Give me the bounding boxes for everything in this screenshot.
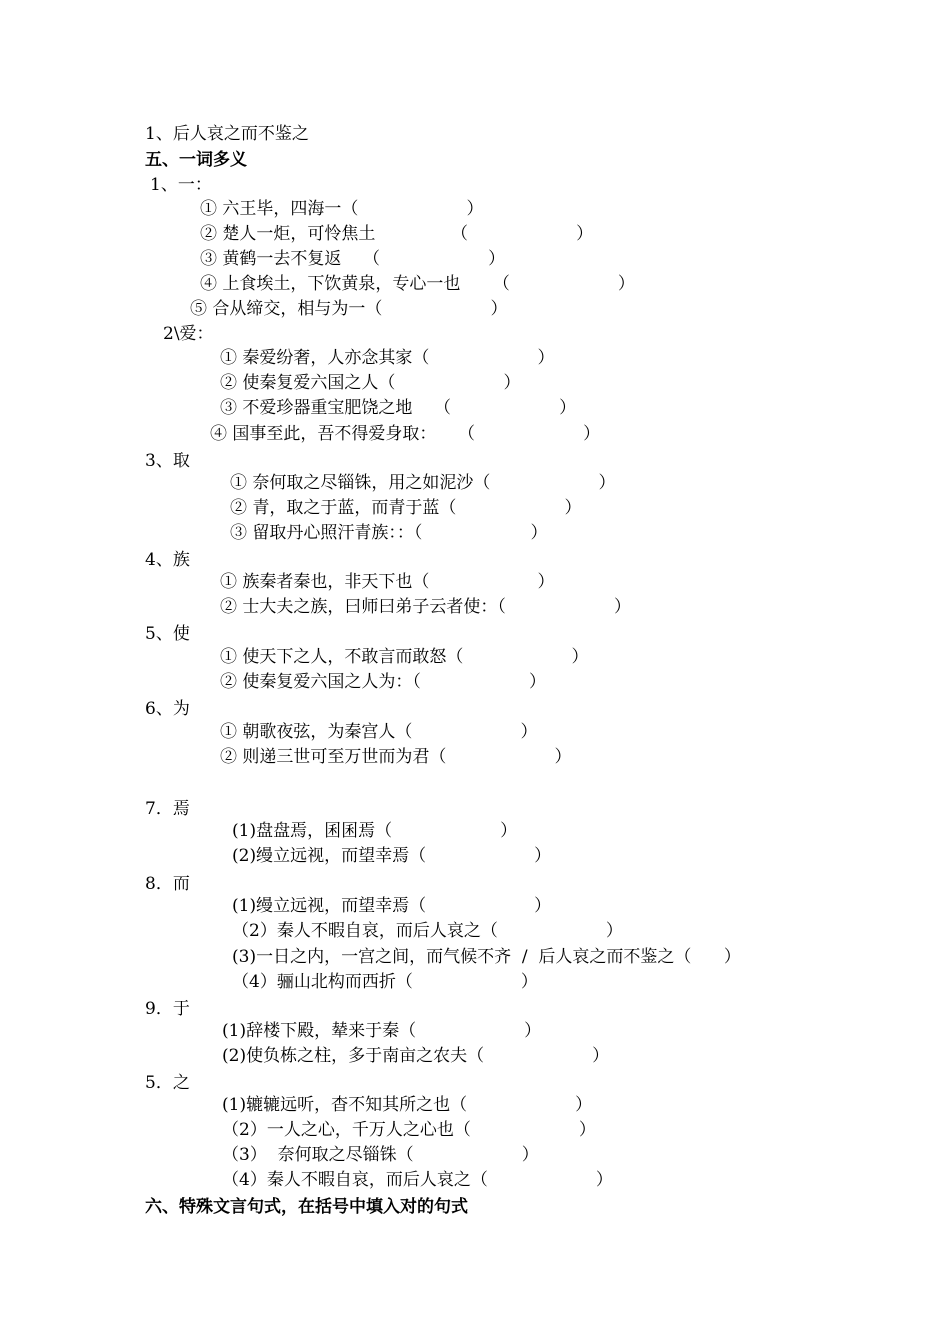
example-line: ① 族秦者秦也，非天下也（ ） — [220, 572, 555, 592]
example-line: ① 朝歌夜弦，为秦宫人（ ） — [220, 722, 538, 742]
word-heading-yi: 1、一： — [150, 175, 212, 195]
example-line: ② 青，取之于蓝，而青于蓝（ ） — [230, 498, 582, 518]
example-line: ① 六王毕，四海一（ ） — [200, 199, 484, 219]
example-line: ② 使秦复爱六国之人为：（ ） — [220, 672, 546, 692]
example-line: ① 使天下之人，不敢言而敢怒（ ） — [220, 647, 589, 667]
example-line: ④ 国事至此，吾不得爱身取： （ ） — [210, 424, 601, 444]
example-line: ③ 黄鹤一去不复返 （ ） — [200, 249, 506, 269]
example-line: ⑤ 合从缔交，相与为一（ ） — [190, 299, 508, 319]
example-line: (1)辞楼下殿，辇来于秦（ ） — [222, 1021, 542, 1041]
word-heading-shi: 5、使 — [145, 624, 190, 644]
example-line: (1)缦立远视，而望幸焉（ ） — [232, 896, 552, 916]
section-heading-polysemy: 五、一词多义 — [145, 150, 247, 170]
example-line: (2)缦立远视，而望幸焉（ ） — [232, 846, 552, 866]
example-line: （3） 奈何取之尽锱铢（ ） — [222, 1145, 539, 1165]
example-line: （2）一人之心，千万人之心也（ ） — [222, 1120, 596, 1140]
review-item-1: 1、后人哀之而不鉴之 — [145, 124, 309, 144]
example-line: （4）秦人不暇自哀，而后人哀之（ ） — [222, 1170, 613, 1190]
example-line: （4）骊山北构而西折（ ） — [232, 972, 538, 992]
example-line: (3)一日之内，一宫之间，而气候不齐 / 后人哀之而不鉴之（ ） — [232, 947, 741, 967]
example-line: (2)使负栋之柱，多于南亩之农夫（ ） — [222, 1046, 610, 1066]
word-heading-wei: 6、为 — [145, 699, 190, 719]
example-line: ① 奈何取之尽锱铢，用之如泥沙（ ） — [230, 473, 616, 493]
word-heading-zu: 4、族 — [145, 550, 190, 570]
word-heading-zhi: 5．之 — [145, 1073, 190, 1093]
example-line: ② 士大夫之族，曰师曰弟子云者使：（ ） — [220, 597, 631, 617]
word-heading-yu: 9．于 — [145, 999, 190, 1019]
example-line: ② 使秦复爱六国之人（ ） — [220, 373, 521, 393]
word-heading-ai: 2\爱： — [163, 324, 214, 344]
example-line: ④ 上食埃土，下饮黄泉，专心一也 （ ） — [200, 274, 635, 294]
word-heading-yan: 7．焉 — [145, 799, 190, 819]
example-line: ② 则递三世可至万世而为君（ ） — [220, 747, 572, 767]
example-line: （2）秦人不暇自哀，而后人哀之（ ） — [232, 921, 623, 941]
section-heading-sentence-patterns: 六、特殊文言句式，在括号中填入对的句式 — [145, 1197, 468, 1217]
word-heading-er: 8．而 — [145, 874, 190, 894]
example-line: (1)辘辘远听，杳不知其所之也（ ） — [222, 1095, 593, 1115]
example-line: (1)盘盘焉，囷囷焉（ ） — [232, 821, 518, 841]
word-heading-qu: 3、取 — [145, 451, 190, 471]
example-line: ③ 不爱珍器重宝肥饶之地 （ ） — [220, 398, 577, 418]
example-line: ③ 留取丹心照汗青族：：（ ） — [230, 523, 548, 543]
example-line: ① 秦爱纷奢，人亦念其家（ ） — [220, 348, 555, 368]
example-line: ② 楚人一炬，可怜焦土 （ ） — [200, 224, 594, 244]
